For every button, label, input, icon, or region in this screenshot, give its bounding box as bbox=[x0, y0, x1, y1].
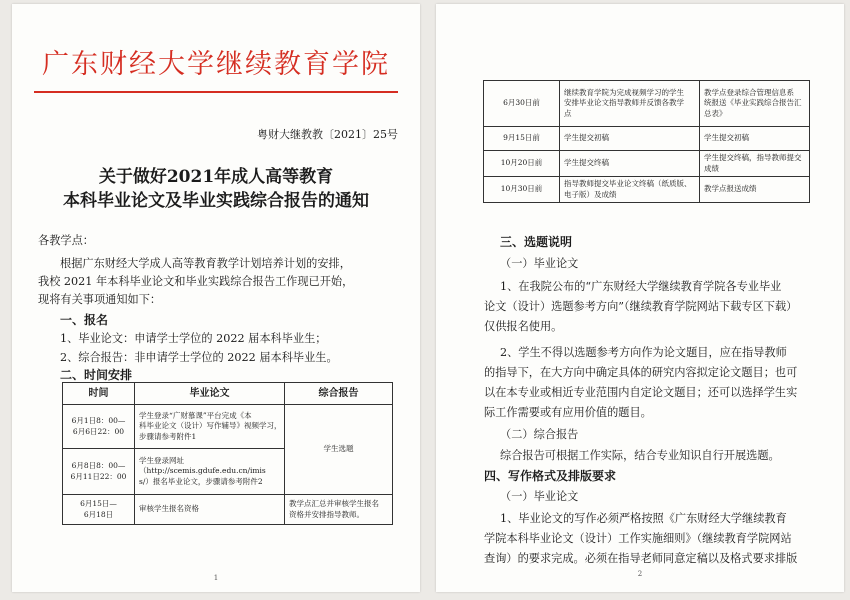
header-time: 时间 bbox=[63, 383, 135, 405]
notice-title-line-2: 本科毕业论文及毕业实践综合报告的通知 bbox=[63, 191, 369, 211]
thesis-cell: 审核学生报名资格 bbox=[135, 495, 285, 525]
thesis-cell: 继续教育学院为完成视频学习的学生 安排毕业论文指导教师并反馈各教学 点 bbox=[560, 81, 700, 127]
thesis-cell: 学生登录“广财慕课”平台完成《本 科毕业论文（设计）写作辅导》视频学习， 步骤请参考附件1 bbox=[135, 405, 285, 449]
subheading-thesis: （一）毕业论文 bbox=[500, 257, 579, 270]
page-number: 2 bbox=[637, 570, 643, 578]
page-number: 1 bbox=[213, 574, 219, 582]
table-row bbox=[484, 127, 810, 151]
table-row bbox=[484, 151, 810, 177]
thesis-cell: 学生提交初稿 bbox=[560, 127, 700, 151]
document-page-left bbox=[12, 4, 420, 592]
section-heading-topic: 三、选题说明 bbox=[500, 235, 573, 249]
topic-p2-line-4: 际工作需要或有应用价值的题目。 bbox=[484, 406, 652, 419]
table-row bbox=[484, 177, 810, 203]
header-red-rule bbox=[34, 91, 398, 93]
report-cell: 教学点报送成绩 bbox=[700, 177, 810, 203]
header-thesis: 毕业论文 bbox=[135, 383, 285, 405]
report-cell: 学生提交初稿 bbox=[700, 127, 810, 151]
time-cell: 10月20日前 bbox=[484, 151, 560, 177]
schedule-table-continued bbox=[483, 80, 810, 203]
notice-title-line-1: 关于做好2021年成人高等教育 bbox=[98, 167, 334, 187]
registration-item-thesis: 1、毕业论文：申请学士学位的 2022 届本科毕业生； bbox=[60, 332, 327, 345]
time-cell: 6月1日8：00— 6月6日22：00 bbox=[63, 405, 135, 449]
intro-line-3: 现将有关事项通知如下： bbox=[38, 293, 162, 306]
report-merged-cell: 学生选题 bbox=[285, 405, 393, 495]
topic-p1-line-3: 仅供报名使用。 bbox=[484, 320, 563, 333]
document-number: 粤财大继教教〔2021〕25号 bbox=[257, 128, 398, 141]
topic-p3: 综合报告可根据工作实际，结合专业知识自行开展选题。 bbox=[500, 449, 780, 462]
topic-p2-line-3: 以在本专业或相近专业范围内自定论文题目；还可以选择学生实 bbox=[484, 386, 798, 399]
subheading-thesis-format: （一）毕业论文 bbox=[500, 490, 579, 503]
topic-p2-line-1: 2、学生不得以选题参考方向作为论文题目，应在指导教师 bbox=[500, 346, 787, 359]
format-p4-line-3: 查询）的要求完成。必须在指导老师同意定稿以及格式要求排版 bbox=[484, 552, 798, 565]
intro-line-2: 我校 2021 年本科毕业论文和毕业实践综合报告工作现已开始， bbox=[38, 275, 354, 288]
schedule-table bbox=[62, 382, 393, 525]
report-cell: 教学点登录综合管理信息系 统报送《毕业实践综合报告汇 总表》 bbox=[700, 81, 810, 127]
topic-p1-line-2: 论文（设计）选题参考方向”（继续教育学院网站下载专区下载） bbox=[484, 300, 798, 313]
table-row bbox=[63, 495, 393, 525]
document-page-right bbox=[436, 4, 844, 592]
section-heading-schedule: 二、时间安排 bbox=[60, 368, 133, 382]
time-cell: 6月8日8：00— 6月11日22：00 bbox=[63, 449, 135, 495]
format-p4-line-2: 学院本科毕业论文（设计）工作实施细则》（继续教育学院网站 bbox=[484, 532, 792, 545]
registration-item-report: 2、综合报告：非申请学士学位的 2022 届本科毕业生。 bbox=[60, 351, 338, 364]
format-p4-line-1: 1、毕业论文的写作必须严格按照《广东财经大学继续教育 bbox=[500, 512, 787, 525]
thesis-cell: 指导教师提交毕业论文终稿（纸质版、 电子版）及成绩 bbox=[560, 177, 700, 203]
thesis-cell: 学生提交终稿 bbox=[560, 151, 700, 177]
table-row bbox=[484, 81, 810, 127]
section-heading-format: 四、写作格式及排版要求 bbox=[484, 469, 617, 483]
salutation: 各教学点： bbox=[38, 234, 94, 247]
intro-line-1: 根据广东财经大学成人高等教育教学计划培养计划的安排， bbox=[60, 257, 351, 270]
report-cell: 学生提交终稿，指导教师提交 成绩 bbox=[700, 151, 810, 177]
topic-p1-line-1: 1、在我院公布的“广东财经大学继续教育学院各专业毕业 bbox=[500, 280, 782, 293]
time-cell: 6月15日— 6月18日 bbox=[63, 495, 135, 525]
table-header-row bbox=[63, 383, 393, 405]
time-cell: 10月30日前 bbox=[484, 177, 560, 203]
header-report: 综合报告 bbox=[285, 383, 393, 405]
topic-p2-line-2: 的指导下，在大方向中确定具体的研究内容拟定论文题目；也可 bbox=[484, 366, 798, 379]
time-cell: 9月15日前 bbox=[484, 127, 560, 151]
subheading-report: （二）综合报告 bbox=[500, 428, 579, 441]
table-row bbox=[63, 405, 393, 449]
report-cell: 教学点汇总并审核学生报名 资格并安排指导教师。 bbox=[285, 495, 393, 525]
time-cell: 6月30日前 bbox=[484, 81, 560, 127]
section-heading-registration: 一、报名 bbox=[60, 313, 109, 327]
institution-header: 广东财经大学继续教育学院 bbox=[42, 49, 390, 80]
thesis-cell: 学生登录网址 （http://scemis.gdufe.edu.cn/imis s/）报名毕业论文，步骤请参考附件2 bbox=[135, 449, 285, 495]
